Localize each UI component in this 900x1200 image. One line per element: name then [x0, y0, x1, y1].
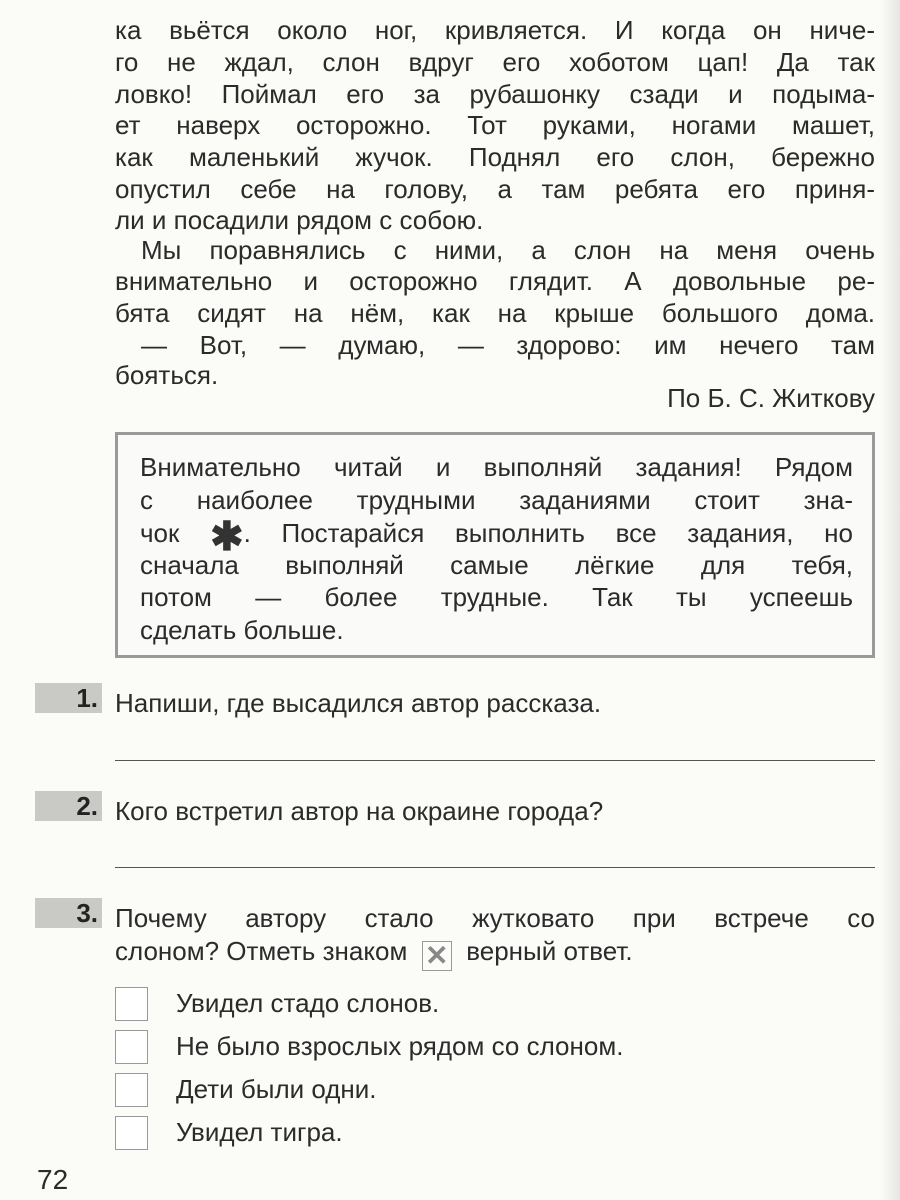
option-checkbox[interactable] — [115, 1116, 148, 1150]
option-label: Увидел стадо слонов. — [176, 988, 440, 1018]
story-line: бята сидят на нём, как на крыше большого дома. — [115, 298, 875, 328]
task-1-question: Напиши, где высадился автор рассказа. — [115, 688, 602, 718]
task-2-answer-line[interactable] — [115, 867, 875, 868]
story-line: ка вьётся около ног, кривляется. И когда он ниче- — [115, 15, 875, 45]
task-1-answer-line[interactable] — [115, 760, 875, 761]
instructions-text: чок — [140, 518, 180, 548]
option-label: Увидел тигра. — [176, 1117, 343, 1147]
story-line: Мы поравнялись с ними, а слон на меня очень — [141, 235, 875, 265]
task-2-question: Кого встретил автор на окраине города? — [115, 796, 604, 826]
instructions-line: с наиболее трудными заданиями стоит зна- — [140, 485, 853, 515]
instructions-line: сделать больше. — [140, 615, 344, 645]
instructions-line — [140, 515, 853, 559]
page-number: 72 — [37, 1164, 69, 1195]
task-number-badge: 1. — [35, 683, 102, 713]
option-label: Дети были одни. — [176, 1074, 377, 1104]
instructions-line: Внимательно читай и выполняй задания! Рядом — [140, 452, 853, 482]
story-line: опустил себе на голову, а там ребята его приня- — [115, 174, 875, 204]
task-3-question-line2 — [115, 936, 633, 971]
option-checkbox[interactable] — [115, 987, 148, 1021]
story-line: — Вот, — думаю, — здорово: им нечего там — [141, 330, 875, 360]
story-line: ловко! Поймал его за рубашонку сзади и подыма- — [115, 79, 875, 109]
story-line: внимательно и осторожно глядит. А довольные ре- — [115, 266, 875, 296]
story-line: ет наверх осторожно. Тот руками, ногами машет, — [115, 110, 875, 140]
instructions-line: сначала выполняй самые лёгкие для тебя, — [140, 550, 853, 580]
story-line: го не ждал, слон вдруг его хоботом цап! Да так — [115, 47, 875, 77]
task-number-badge: 3. — [35, 898, 102, 928]
cross-mark-icon: ✕ — [422, 941, 452, 971]
story-attribution: По Б. С. Житкову — [667, 383, 875, 413]
instructions-text: . Постарайся выполнить все задания, но — [243, 518, 853, 548]
task-3-question: Почему автору стало жутковато при встрече со — [115, 903, 875, 933]
option-checkbox[interactable] — [115, 1030, 148, 1064]
option-checkbox[interactable] — [115, 1073, 148, 1107]
task-3-text: верный ответ. — [466, 936, 633, 966]
star-icon: ✱ — [210, 515, 244, 559]
story-line: бояться. — [115, 360, 219, 390]
task-number-badge: 2. — [35, 791, 102, 821]
story-line: ли и посадили рядом с собою. — [115, 205, 484, 235]
option-label: Не было взрослых рядом со слоном. — [176, 1031, 624, 1061]
story-line: как маленький жучок. Поднял его слон, бережно — [115, 142, 875, 172]
task-3-text: слоном? Отметь знаком — [115, 936, 408, 966]
instructions-line: потом — более трудные. Так ты успеешь — [140, 582, 853, 612]
